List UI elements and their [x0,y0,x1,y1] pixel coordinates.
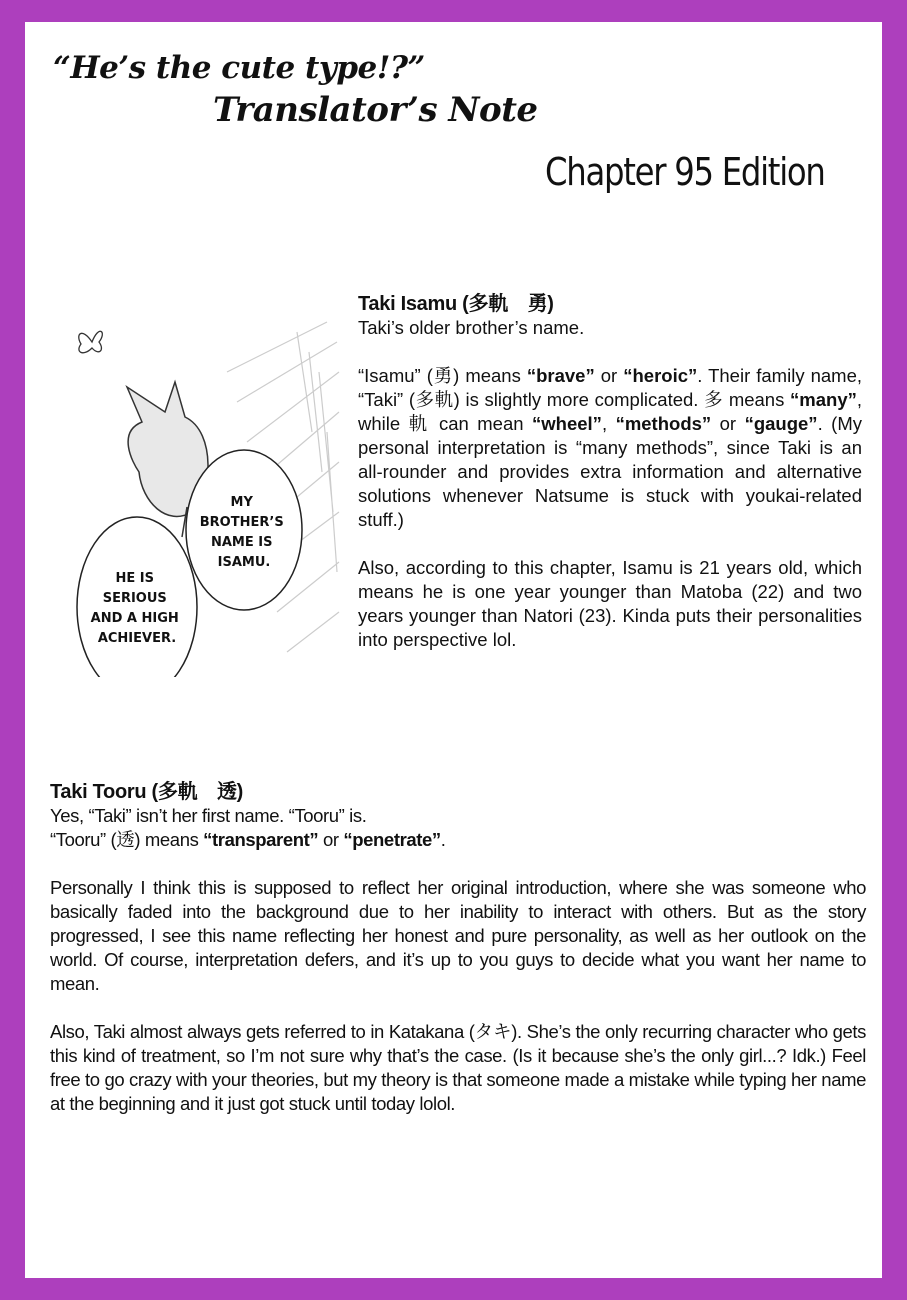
paragraph [358,556,862,652]
paragraph-gap [50,996,866,1020]
text-segment: Personally I think this is supposed to reflect her original introduction, where she was someone who basically faded into the background due to her inability to interact with others. But as the story progressed, I see this name reflecting her honest and pure personality, as well as her outlook on the world. Of course, interpretation defers, and it’s up to you guys to decide what you want her name to mean. [50,877,866,994]
title-line-1: “He’s the cute type!?” [53,50,425,86]
bubble1-line: NAME IS [210,535,273,550]
paragraph [358,364,862,532]
paragraph [50,828,866,852]
manga-panel-svg [47,312,342,677]
emphasized-term: “transparent” [203,829,319,850]
text-segment: “Tooru” (透) means [50,829,204,850]
bubble2-line: SERIOUS [102,591,167,606]
text-segment: or [594,365,624,386]
section-body [358,316,862,652]
butterfly-icon [79,331,103,353]
section-heading: Taki Tooru (多軌 透) [50,781,244,803]
paragraph-gap [358,340,862,364]
paragraph [50,876,866,996]
paragraph-gap [358,532,862,556]
text-segment: Taki’s older brother’s name. [358,317,585,338]
bubble2-line: AND A HIGH [90,611,179,626]
section-taki-isamu [358,292,862,652]
text-segment: . [440,829,446,850]
emphasized-term: “gauge” [744,413,818,434]
text-segment: . Their family name, “Taki” (多軌) is slightly more complicated. 多 means [358,365,863,410]
emphasized-term: “brave” [526,365,595,386]
emphasized-term: “heroic” [623,365,698,386]
paragraph [358,316,862,340]
emphasized-term: “methods” [615,413,712,434]
emphasized-term: “penetrate” [343,829,441,850]
emphasized-term: “many” [790,389,857,410]
text-segment: , [601,413,616,434]
bubble1-line: BROTHER’S [199,515,284,530]
text-segment: Also, according to this chapter, Isamu is 21 years old, which means he is one year younger than Matoba (22) and two years younger than Natori (23). Kinda puts their personalities into perspective lol. [358,557,862,650]
text-segment: or [318,829,344,850]
bubble2-line: ACHIEVER. [97,631,177,646]
emphasized-term: “wheel” [532,413,602,434]
paragraph [50,1020,866,1116]
paragraph [50,804,866,828]
text-segment: Also, Taki almost always gets referred to in Katakana (タキ). She’s the only recurring character who gets this kind of treatment, so I’m not sure why that’s the case. (Is it because she’s the only girl...? Idk.) Feel free to go crazy with your theories, but my theory is that someone made a mistake while typing her name at the beginning and it just got stuck until today lolol. [50,1021,866,1114]
bubble2-line: HE IS [115,571,154,586]
section-taki-tooru [50,780,866,1116]
text-segment: or [711,413,745,434]
bubble1-line: MY [230,495,253,510]
chapter-edition: Chapter 95 Edition [545,150,825,194]
paragraph-gap [50,852,866,876]
section-body [50,804,866,1116]
text-segment: Yes, “Taki” isn’t her first name. “Tooru” is. [50,805,367,826]
speech-bubble-brother [186,450,302,610]
text-segment: . (My personal interpretation is “many methods”, since Taki is an all-rounder and provides extra information and alternative solutions whenever Natsume is stuck with youkai-related stuff.) [358,413,863,530]
bubble1-line: ISAMU. [217,555,271,570]
speech-bubble-achiever [77,517,197,677]
title-line-2: Translator’s Note [213,90,538,130]
text-segment: “Isamu” (勇) means [358,365,527,386]
manga-panel-illustration [47,312,342,677]
page [25,22,882,1278]
section-heading: Taki Isamu (多軌 勇) [358,293,554,315]
text-segment: , while 軌 can mean [358,389,862,434]
